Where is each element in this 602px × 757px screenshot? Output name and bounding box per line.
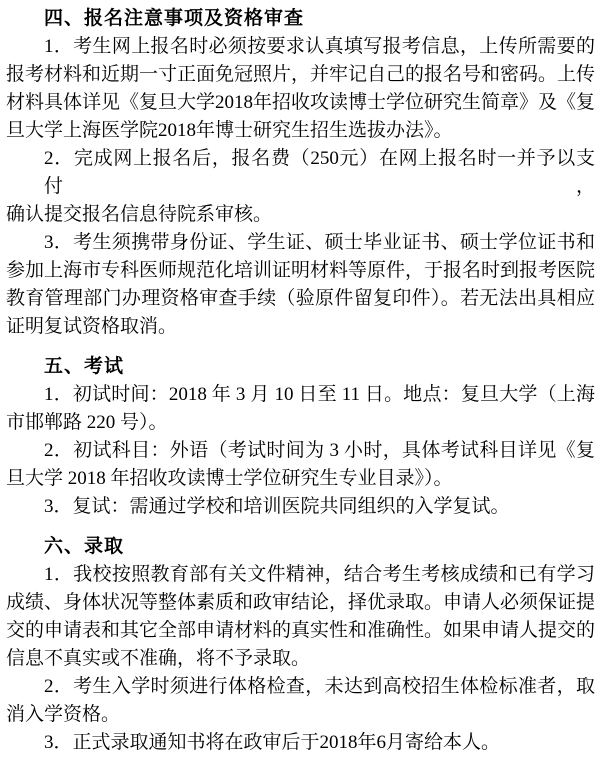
document-line: 成绩、身体状况等整体素质和政审结论，择优录取。申请人必须保证提 bbox=[6, 592, 596, 613]
document-line: 2．初试科目：外语（考试时间为 3 小时，具体考试科目详见《复 bbox=[44, 440, 595, 461]
document-line: 市邯郸路 220 号）。 bbox=[6, 412, 168, 433]
section-heading: 四、报名注意事项及资格审查 bbox=[44, 8, 305, 29]
document-line: 交的申请表和其它全部申请材料的真实性和准确性。如果申请人提交的 bbox=[6, 620, 596, 641]
document-line: 确认提交报名信息待院系审核。 bbox=[6, 204, 273, 225]
document-line: 旦大学上海医学院2018年博士研究生招生选拔办法》。 bbox=[6, 120, 453, 141]
document-line: 1．考生网上报名时必须按要求认真填写报考信息，上传所需要的 bbox=[44, 36, 595, 57]
document-line: 1．我校按照教育部有关文件精神，结合考生考核成绩和已有学习 bbox=[44, 564, 595, 585]
document-body bbox=[6, 5, 595, 757]
document-section bbox=[6, 533, 595, 757]
document-line: 2．考生入学时须进行体格检查，未达到高校招生体检标准者，取 bbox=[44, 676, 595, 697]
document-line: 参加上海市专科医师规范化培训证明材料等原件，于报名时到报考医院 bbox=[6, 260, 596, 281]
document-section bbox=[6, 353, 595, 521]
document-line: 教育管理部门办理资格审查手续（验原件留复印件）。若无法出具相应 bbox=[6, 288, 595, 309]
document-line: 1．初试时间：2018 年 3 月 10 日至 11 日。地点：复旦大学（上海 bbox=[44, 384, 595, 405]
document-line: 2．完成网上报名后，报名费（250元）在网上报名时一并予以支付， bbox=[44, 148, 595, 197]
document-line: 材料具体详见《复旦大学2018年招收攻读博士学位研究生简章》及《复 bbox=[6, 92, 596, 113]
section-heading: 六、录取 bbox=[44, 536, 125, 557]
document-section bbox=[6, 5, 595, 341]
document-line: 3．复试：需通过学校和培训医院共同组织的入学复试。 bbox=[44, 496, 510, 517]
document-line: 旦大学 2018 年招收攻读博士学位研究生专业目录》）。 bbox=[6, 468, 453, 489]
document-line: 证明复试资格取消。 bbox=[6, 316, 178, 337]
document-line: 信息不真实或不准确，将不予录取。 bbox=[6, 648, 311, 669]
section-heading: 五、考试 bbox=[44, 356, 125, 377]
document-line: 3．正式录取通知书将在政审后于2018年6月寄给本人。 bbox=[44, 732, 501, 753]
document-line: 报考材料和近期一寸正面免冠照片，并牢记自己的报名号和密码。上传 bbox=[6, 64, 596, 85]
document-line: 3．考生须携带身份证、学生证、硕士毕业证书、硕士学位证书和 bbox=[44, 232, 595, 253]
document-line: 消入学资格。 bbox=[6, 704, 121, 725]
